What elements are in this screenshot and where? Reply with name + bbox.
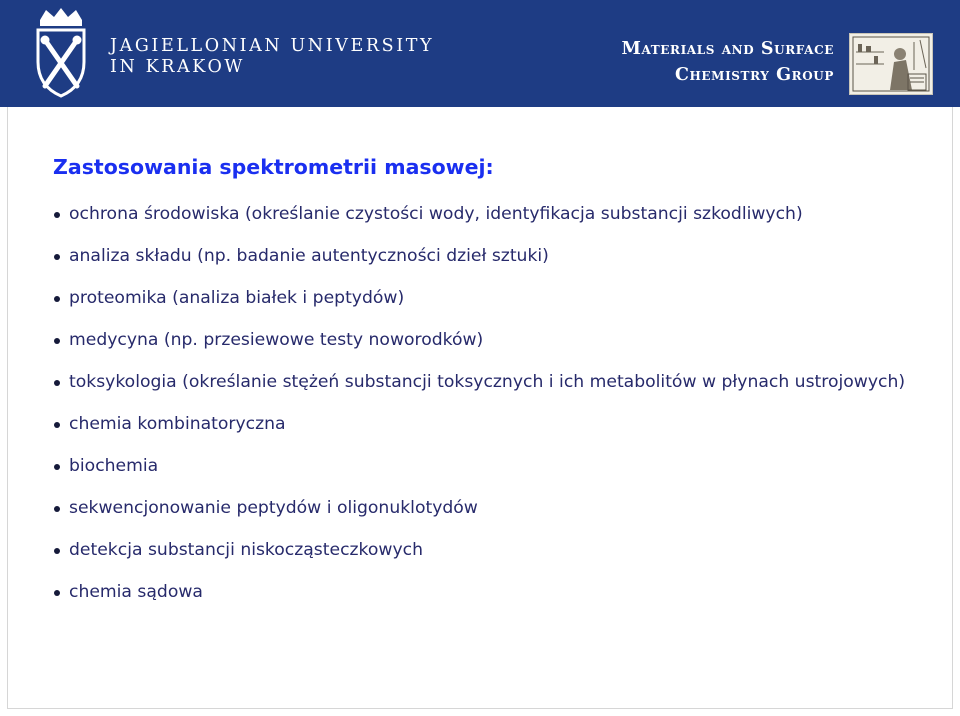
list-item-text: medycyna (np. przesiewowe testy noworodków) (69, 330, 484, 350)
list-item (53, 329, 913, 352)
list-item-text: detekcja substancji niskocząsteczkowych (69, 540, 423, 560)
applications-list (53, 203, 913, 623)
list-item (53, 413, 913, 436)
bullet-icon (54, 506, 60, 512)
alchemist-engraving-icon (849, 33, 933, 95)
slide-title: Zastosowania spektrometrii masowej: (53, 155, 494, 179)
list-item (53, 581, 913, 604)
list-item (53, 287, 913, 310)
research-group-name: Materials and Surface Chemistry Group (621, 39, 834, 85)
university-crest-icon (30, 6, 92, 98)
bullet-icon (54, 548, 60, 554)
list-item (53, 497, 913, 520)
bullet-icon (54, 464, 60, 470)
list-item (53, 539, 913, 562)
bullet-icon (54, 422, 60, 428)
list-item-text: chemia kombinatoryczna (69, 414, 286, 434)
bullet-icon (54, 380, 60, 386)
bullet-icon (54, 296, 60, 302)
bullet-icon (54, 590, 60, 596)
list-item-text: analiza składu (np. badanie autentyczności dzieł sztuki) (69, 246, 549, 266)
bullet-icon (54, 254, 60, 260)
bullet-icon (54, 212, 60, 218)
list-item (53, 455, 913, 478)
list-item-text: ochrona środowiska (określanie czystości wody, identyfikacja substancji szkodliwych) (69, 204, 803, 224)
header-banner (0, 0, 960, 107)
university-name: JAGIELLONIAN UNIVERSITY IN KRAKOW (110, 36, 435, 77)
bullet-icon (54, 338, 60, 344)
list-item (53, 245, 913, 268)
list-item-text: proteomika (analiza białek i peptydów) (69, 288, 405, 308)
list-item-text: toksykologia (określanie stężeń substancji toksycznych i ich metabolitów w płynach ustrojowych) (69, 372, 906, 392)
list-item-text: sekwencjonowanie peptydów i oligonuklotydów (69, 498, 478, 518)
list-item (53, 203, 913, 226)
list-item-text: chemia sądowa (69, 582, 203, 602)
list-item (53, 371, 913, 394)
list-item-text: biochemia (69, 456, 159, 476)
